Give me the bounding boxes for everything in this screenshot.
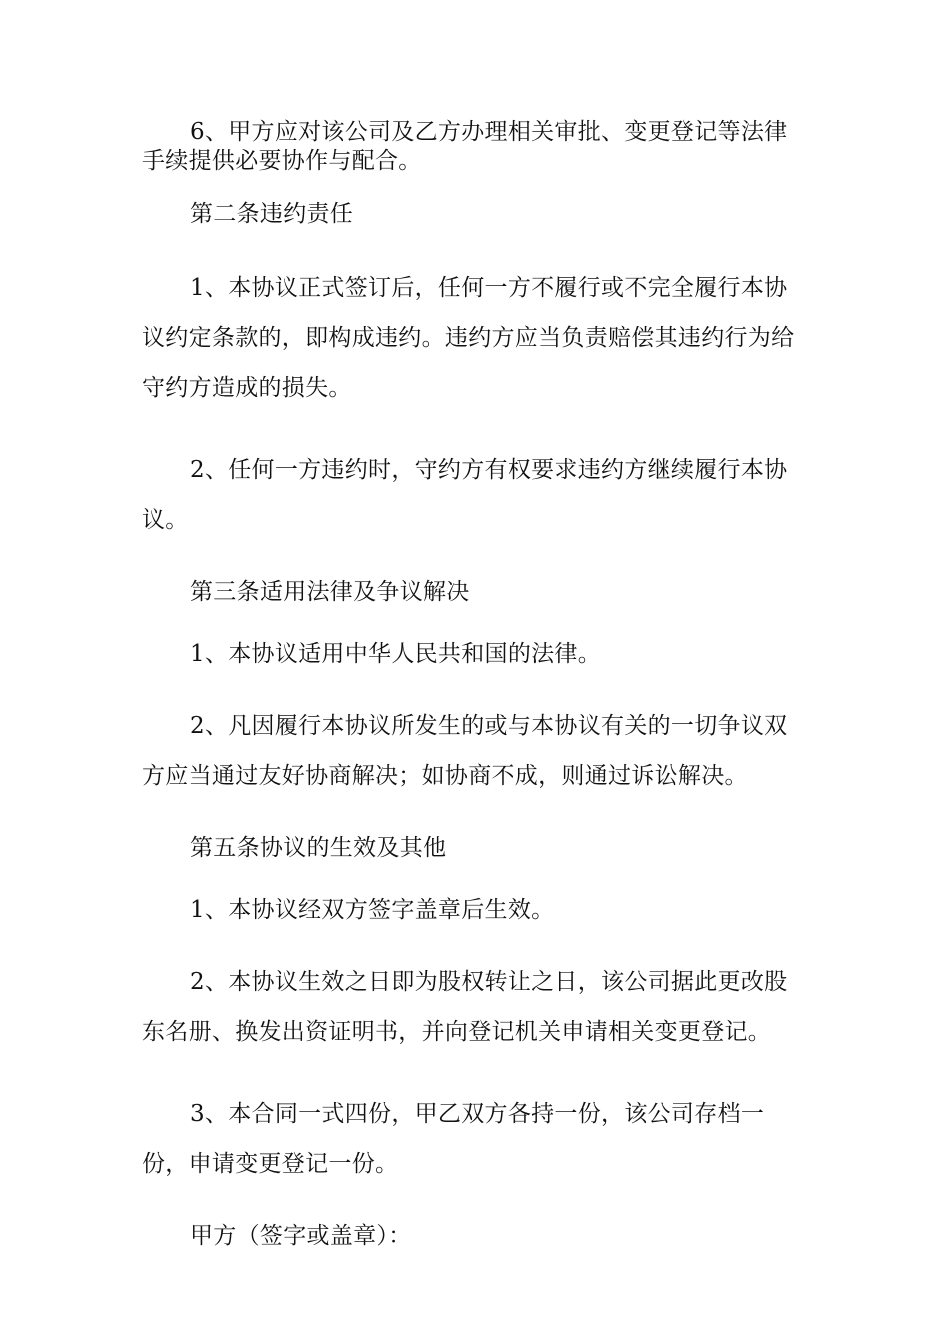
signature-line: 甲方（签字或盖章）： [190,1223,412,1249]
section-heading: 第二条违约责任 [190,201,354,227]
clause-paragraph: 3、本合同一式四份，甲乙双方各持一份，该公司存档一份，申请变更登记一份。 [142,1101,765,1177]
clause-paragraph: 2、本协议生效之日即为股权转让之日，该公司据此更改股东名册、换发出资证明书，并向登记机关申请相关变更登记。 [142,969,788,1045]
clause-paragraph: 2、任何一方违约时，守约方有权要求违约方继续履行本协议。 [142,457,788,533]
clause-paragraph: 1、本协议正式签订后，任何一方不履行或不完全履行本协议约定条款的，即构成违约。违约方应当负责赔偿其违约行为给守约方造成的损失。 [142,275,795,401]
clause-paragraph: 1、本协议适用中华人民共和国的法律。 [190,641,602,667]
section-heading: 第五条协议的生效及其他 [190,835,447,861]
clause-paragraph: 1、本协议经双方签字盖章后生效。 [190,897,555,923]
document-page [142,118,810,1251]
clause-paragraph: 2、凡因履行本协议所发生的或与本协议有关的一切争议双方应当通过友好协商解决；如协商不成，则通过诉讼解决。 [142,713,788,789]
clause-paragraph: 6、甲方应对该公司及乙方办理相关审批、变更登记等法律手续提供必要协作与配合。 [142,119,788,174]
section-heading: 第三条适用法律及争议解决 [190,579,470,605]
